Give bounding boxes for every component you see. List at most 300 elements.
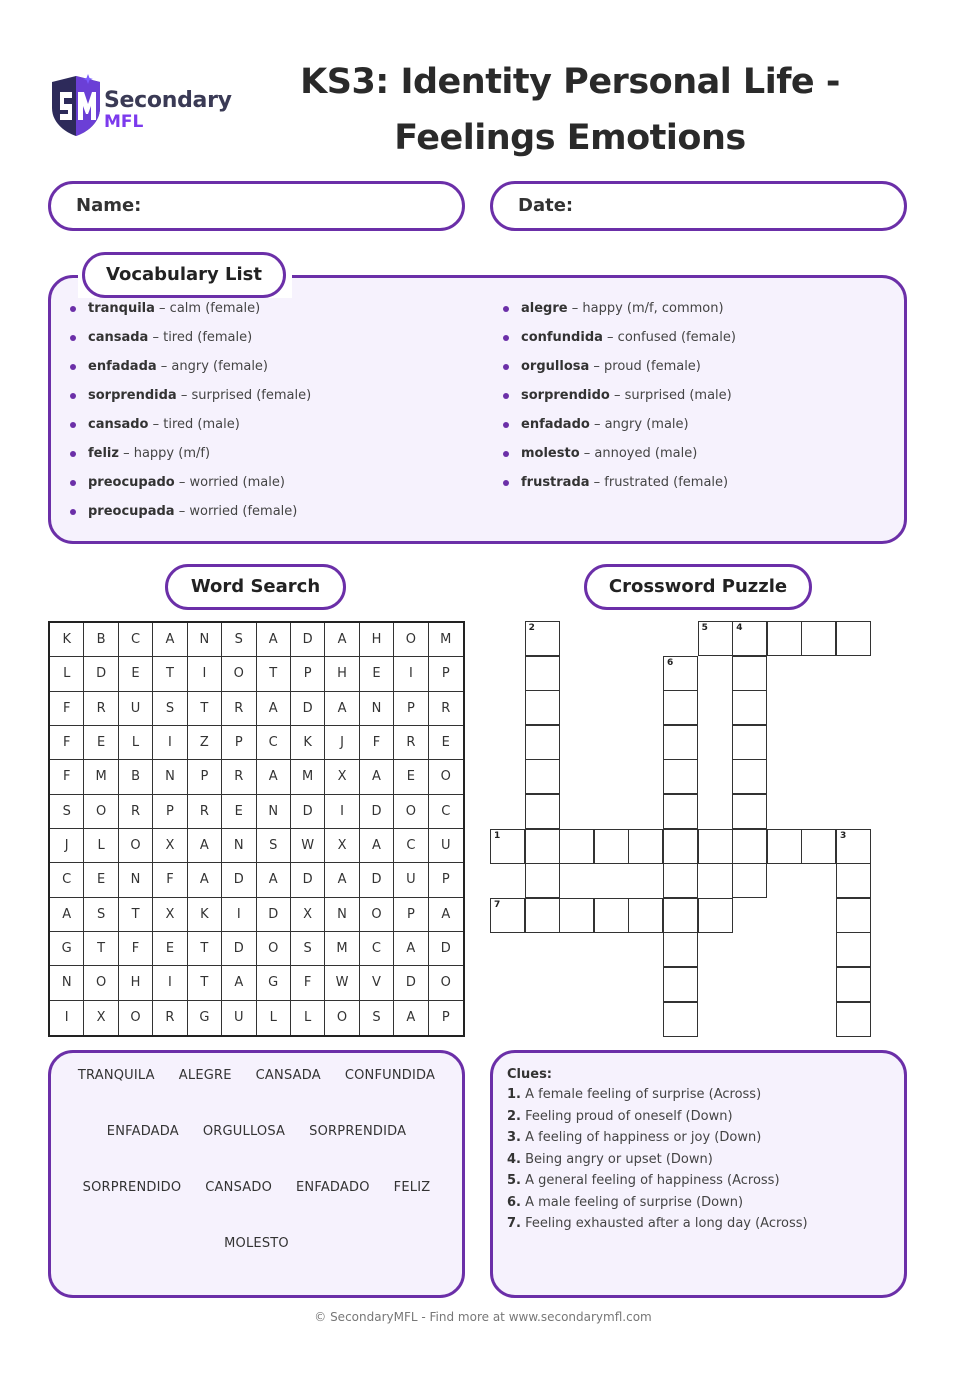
word-bank-word: SORPRENDIDA	[309, 1124, 407, 1139]
crossword-cell[interactable]	[663, 1002, 698, 1037]
word-search-cell[interactable]: N	[360, 692, 394, 726]
word-search-cell[interactable]: I	[153, 966, 187, 1000]
vocab-meaning: – tired (male)	[148, 417, 240, 432]
crossword-cell[interactable]	[698, 621, 733, 656]
vocab-item	[70, 501, 311, 530]
word-bank-word: SORPRENDIDO	[82, 1180, 182, 1195]
logo-text-secondary: Secondary	[104, 88, 232, 113]
clue-item	[507, 1216, 808, 1231]
word-search-cell[interactable]: A	[188, 863, 222, 897]
word-search-cell[interactable]: U	[394, 863, 428, 897]
crossword-cell[interactable]	[732, 656, 767, 691]
word-search-cell[interactable]: G	[50, 932, 84, 966]
word-search-cell[interactable]: E	[360, 657, 394, 691]
clue-item	[507, 1152, 713, 1167]
word-search-cell[interactable]: C	[257, 726, 291, 760]
word-search-cell[interactable]: I	[325, 795, 359, 829]
word-search-cell[interactable]: N	[325, 898, 359, 932]
vocab-word: tranquila	[88, 301, 155, 316]
crossword-cell[interactable]	[836, 1002, 871, 1037]
word-search-cell[interactable]: V	[360, 966, 394, 1000]
word-search-cell[interactable]: A	[325, 623, 359, 657]
vocab-meaning: – angry (male)	[589, 417, 689, 432]
word-search-cell[interactable]: T	[188, 966, 222, 1000]
word-search-cell[interactable]: T	[84, 932, 118, 966]
crossword-cell[interactable]	[594, 829, 629, 864]
word-search-cell[interactable]: N	[188, 623, 222, 657]
word-search-cell[interactable]: E	[394, 760, 428, 794]
clues-box	[490, 1050, 907, 1298]
word-search-cell[interactable]: N	[222, 829, 256, 863]
crossword-cell[interactable]	[628, 898, 663, 933]
word-search-cell[interactable]: O	[84, 966, 118, 1000]
crossword-cell[interactable]	[767, 621, 802, 656]
vocab-item	[70, 443, 311, 472]
crossword-cell[interactable]	[525, 656, 560, 691]
word-search-cell[interactable]: D	[291, 863, 325, 897]
shield-logo-icon	[50, 74, 102, 138]
word-search-cell[interactable]: D	[291, 623, 325, 657]
word-search-cell[interactable]: H	[119, 966, 153, 1000]
word-search-cell[interactable]: I	[50, 1001, 84, 1035]
word-search-cell[interactable]: I	[188, 657, 222, 691]
word-search-cell[interactable]: A	[153, 623, 187, 657]
crossword-cell[interactable]	[732, 863, 767, 898]
word-search-cell[interactable]: C	[119, 623, 153, 657]
vocab-meaning: – happy (m/f, common)	[567, 301, 724, 316]
crossword-cell[interactable]	[801, 621, 836, 656]
word-bank-word: MOLESTO	[224, 1236, 289, 1251]
crossword-clue-number: 2	[528, 623, 535, 633]
vocab-word: alegre	[521, 301, 568, 316]
crossword-cell[interactable]	[628, 829, 663, 864]
crossword-cell[interactable]	[732, 690, 767, 725]
word-search-cell[interactable]: L	[257, 1001, 291, 1035]
word-search-cell[interactable]: P	[153, 795, 187, 829]
vocab-meaning: – frustrated (female)	[589, 475, 729, 490]
vocab-meaning: – worried (male)	[174, 475, 285, 490]
word-search-cell[interactable]: S	[257, 829, 291, 863]
word-search-cell[interactable]: I	[394, 657, 428, 691]
vocab-item	[70, 298, 311, 327]
vocab-word: enfadado	[521, 417, 590, 432]
word-bank-word: CANSADA	[255, 1068, 321, 1083]
word-search-cell[interactable]: F	[50, 692, 84, 726]
crossword-cell[interactable]	[525, 898, 560, 933]
word-search-cell[interactable]: J	[325, 726, 359, 760]
word-search-cell[interactable]: E	[119, 657, 153, 691]
clue-number: 1.	[507, 1087, 521, 1102]
name-label: Name:	[76, 195, 142, 216]
crossword-cell[interactable]	[663, 690, 698, 725]
word-search-cell[interactable]: X	[325, 760, 359, 794]
crossword-cell[interactable]	[836, 932, 871, 967]
word-search-cell[interactable]: P	[188, 760, 222, 794]
vocab-item	[70, 472, 311, 501]
word-search-cell[interactable]: E	[153, 932, 187, 966]
crossword-cell[interactable]	[663, 794, 698, 829]
crossword-cell[interactable]	[490, 898, 525, 933]
crossword-cell[interactable]	[698, 829, 733, 864]
crossword-cell[interactable]	[663, 932, 698, 967]
crossword-cell[interactable]	[836, 898, 871, 933]
word-search-cell[interactable]: D	[291, 692, 325, 726]
vocab-meaning: – worried (female)	[174, 504, 298, 519]
word-search-cell[interactable]: S	[50, 795, 84, 829]
word-search-cell[interactable]: U	[222, 1001, 256, 1035]
word-search-cell[interactable]: A	[188, 829, 222, 863]
word-bank-word: FELIZ	[393, 1180, 431, 1195]
crossword-cell[interactable]	[732, 794, 767, 829]
vocab-list-right	[503, 298, 736, 501]
word-search-cell[interactable]: T	[119, 898, 153, 932]
vocab-word: molesto	[521, 446, 580, 461]
word-search-cell[interactable]: A	[360, 829, 394, 863]
title-line-1: KS3: Identity Personal Life -	[300, 62, 840, 102]
crossword-cell[interactable]	[663, 898, 698, 933]
crossword-cell[interactable]	[663, 725, 698, 760]
crossword-cell[interactable]	[525, 621, 560, 656]
word-search-cell[interactable]: O	[119, 1001, 153, 1035]
vocabulary-list-heading: Vocabulary List	[82, 252, 286, 298]
word-search-cell[interactable]: R	[222, 692, 256, 726]
word-search-cell[interactable]: D	[291, 795, 325, 829]
title-line-2: Feelings Emotions	[394, 118, 746, 158]
word-search-cell[interactable]: A	[394, 1001, 428, 1035]
word-search-cell[interactable]: K	[291, 726, 325, 760]
word-search-cell[interactable]: A	[257, 760, 291, 794]
vocab-list-left	[70, 298, 311, 530]
word-search-cell[interactable]: A	[50, 898, 84, 932]
word-search-cell[interactable]: H	[325, 657, 359, 691]
vocab-item	[503, 298, 736, 327]
vocab-word: orgullosa	[521, 359, 590, 374]
clue-item	[507, 1173, 780, 1188]
crossword-cell[interactable]	[525, 794, 560, 829]
clue-item	[507, 1109, 733, 1124]
word-search-cell[interactable]: G	[257, 966, 291, 1000]
clue-item	[507, 1087, 761, 1102]
name-field[interactable]	[48, 181, 465, 231]
clue-text: A feeling of happiness or joy (Down)	[520, 1130, 762, 1145]
word-search-cell[interactable]: D	[257, 898, 291, 932]
vocab-word: cansada	[88, 330, 149, 345]
word-search-cell[interactable]: E	[429, 726, 463, 760]
logo-text-mfl: MFL	[104, 112, 144, 132]
word-search-cell[interactable]: E	[222, 795, 256, 829]
word-search-cell[interactable]: O	[257, 932, 291, 966]
word-search-cell[interactable]: L	[50, 657, 84, 691]
word-search-cell[interactable]: R	[394, 726, 428, 760]
word-search-cell[interactable]: P	[429, 863, 463, 897]
word-search-cell[interactable]: R	[222, 760, 256, 794]
word-search-cell[interactable]: F	[50, 726, 84, 760]
word-search-cell[interactable]: T	[188, 692, 222, 726]
word-search-cell[interactable]: T	[257, 657, 291, 691]
word-search-cell[interactable]: D	[394, 966, 428, 1000]
word-search-cell[interactable]: P	[429, 657, 463, 691]
word-search-cell[interactable]: R	[188, 795, 222, 829]
word-bank-word: ENFADADO	[296, 1180, 370, 1195]
vocab-item	[503, 327, 736, 356]
crossword-cell[interactable]	[801, 829, 836, 864]
crossword-cell[interactable]	[559, 829, 594, 864]
crossword-cell[interactable]	[663, 829, 698, 864]
word-bank-word: CANSADO	[205, 1180, 273, 1195]
crossword-cell[interactable]	[767, 829, 802, 864]
word-search-cell[interactable]: S	[153, 692, 187, 726]
clue-number: 2.	[507, 1108, 521, 1124]
vocab-item	[70, 385, 311, 414]
crossword-cell[interactable]	[525, 829, 560, 864]
clue-number: 7.	[507, 1216, 521, 1231]
word-search-cell[interactable]: U	[429, 829, 463, 863]
word-search-cell[interactable]: A	[325, 863, 359, 897]
clue-text: Feeling proud of oneself (Down)	[520, 1108, 733, 1124]
clue-number: 4.	[507, 1151, 521, 1167]
word-search-cell[interactable]: N	[119, 863, 153, 897]
crossword-clue-number: 5	[701, 623, 708, 633]
word-search-cell[interactable]: S	[84, 898, 118, 932]
footer: © SecondaryMFL - Find more at www.secondarymfl.com	[314, 1310, 652, 1324]
vocab-item	[503, 356, 736, 385]
word-search-cell[interactable]: A	[257, 623, 291, 657]
word-search-cell[interactable]: O	[119, 829, 153, 863]
word-search-cell[interactable]: X	[291, 898, 325, 932]
clue-text: A female feeling of surprise (Across)	[520, 1087, 762, 1102]
crossword-heading: Crossword Puzzle	[584, 564, 812, 610]
word-bank-row	[51, 1236, 462, 1251]
vocab-meaning: – calm (female)	[154, 301, 261, 316]
vocab-item	[70, 356, 311, 385]
word-search-cell[interactable]: D	[84, 657, 118, 691]
word-search-cell[interactable]: L	[84, 829, 118, 863]
word-search-cell[interactable]: P	[222, 726, 256, 760]
crossword-cell[interactable]	[663, 967, 698, 1002]
clue-number: 3.	[507, 1130, 521, 1145]
vocab-meaning: – surprised (male)	[609, 388, 732, 403]
word-search-grid	[48, 621, 465, 1037]
crossword-cell[interactable]	[732, 759, 767, 794]
word-bank-row	[51, 1180, 462, 1195]
crossword-clue-number: 4	[736, 623, 743, 633]
word-search-cell[interactable]: D	[360, 795, 394, 829]
word-search-cell[interactable]: X	[84, 1001, 118, 1035]
word-search-cell[interactable]: F	[50, 760, 84, 794]
word-search-cell[interactable]: L	[119, 726, 153, 760]
word-search-cell[interactable]: C	[394, 829, 428, 863]
vocab-meaning: – confused (female)	[602, 330, 736, 345]
word-search-cell[interactable]: R	[429, 692, 463, 726]
word-search-cell[interactable]: O	[394, 623, 428, 657]
vocab-item	[503, 443, 736, 472]
word-search-cell[interactable]: T	[188, 932, 222, 966]
word-search-cell[interactable]: N	[153, 760, 187, 794]
word-search-cell[interactable]: W	[325, 966, 359, 1000]
word-search-cell[interactable]: F	[119, 932, 153, 966]
word-search-cell[interactable]: D	[360, 863, 394, 897]
crossword-cell[interactable]	[663, 863, 698, 898]
crossword-cell[interactable]	[559, 898, 594, 933]
crossword-clue-number: 3	[840, 830, 847, 841]
word-search-cell[interactable]: A	[394, 932, 428, 966]
crossword-cell[interactable]	[663, 759, 698, 794]
word-search-cell[interactable]: F	[153, 863, 187, 897]
crossword-cell[interactable]	[663, 656, 698, 691]
date-label: Date:	[518, 195, 574, 216]
word-search-cell[interactable]: R	[119, 795, 153, 829]
word-search-cell[interactable]: D	[222, 863, 256, 897]
crossword-cell[interactable]	[490, 829, 525, 864]
word-search-cell[interactable]: C	[50, 863, 84, 897]
word-bank-row	[51, 1124, 462, 1139]
crossword-cell[interactable]	[698, 898, 733, 933]
word-search-cell[interactable]: M	[291, 760, 325, 794]
vocab-word: sorprendida	[88, 388, 177, 403]
word-search-cell[interactable]: S	[360, 1001, 394, 1035]
word-search-cell[interactable]: R	[153, 1001, 187, 1035]
vocab-item	[70, 327, 311, 356]
word-search-cell[interactable]: E	[84, 726, 118, 760]
crossword-cell[interactable]	[836, 863, 871, 898]
vocab-meaning: – tired (female)	[148, 330, 253, 345]
word-search-heading: Word Search	[165, 564, 346, 610]
vocab-word: preocupada	[88, 504, 175, 519]
word-search-cell[interactable]: A	[325, 692, 359, 726]
word-search-cell[interactable]: O	[84, 795, 118, 829]
clue-text: A general feeling of happiness (Across)	[520, 1173, 780, 1188]
word-search-cell[interactable]: O	[222, 657, 256, 691]
vocab-word: confundida	[521, 330, 603, 345]
word-search-cell[interactable]: C	[429, 795, 463, 829]
word-search-cell[interactable]: N	[50, 966, 84, 1000]
word-search-cell[interactable]: R	[84, 692, 118, 726]
word-search-cell[interactable]: T	[153, 657, 187, 691]
word-search-cell[interactable]: F	[360, 726, 394, 760]
clue-item	[507, 1130, 761, 1145]
crossword-cell[interactable]	[836, 967, 871, 1002]
word-search-cell[interactable]: E	[84, 863, 118, 897]
word-search-cell[interactable]: N	[257, 795, 291, 829]
word-search-cell[interactable]: X	[325, 829, 359, 863]
word-search-cell[interactable]: P	[291, 657, 325, 691]
crossword-cell[interactable]	[836, 621, 871, 656]
clue-text: Feeling exhausted after a long day (Across)	[520, 1216, 808, 1231]
word-search-cell[interactable]: K	[50, 623, 84, 657]
word-search-cell[interactable]: K	[188, 898, 222, 932]
clue-text: Being angry or upset (Down)	[520, 1151, 713, 1167]
word-search-cell[interactable]: I	[153, 726, 187, 760]
crossword-cell[interactable]	[594, 898, 629, 933]
word-search-cell[interactable]: H	[360, 623, 394, 657]
word-search-cell[interactable]: L	[291, 1001, 325, 1035]
word-search-cell[interactable]: A	[360, 760, 394, 794]
word-search-cell[interactable]: Z	[188, 726, 222, 760]
clue-item	[507, 1195, 743, 1210]
vocab-meaning: – proud (female)	[589, 359, 701, 374]
word-search-cell[interactable]: O	[394, 795, 428, 829]
vocab-item	[503, 472, 736, 501]
word-bank-word: ALEGRE	[178, 1068, 232, 1083]
crossword-cell[interactable]	[525, 690, 560, 725]
crossword-cell[interactable]	[525, 725, 560, 760]
vocab-word: sorprendido	[521, 388, 610, 403]
word-search-cell[interactable]: B	[119, 760, 153, 794]
clue-text: A male feeling of surprise (Down)	[520, 1194, 744, 1210]
word-bank-word: CONFUNDIDA	[344, 1068, 436, 1083]
vocab-meaning: – angry (female)	[156, 359, 269, 374]
crossword-cell[interactable]	[836, 829, 871, 864]
vocab-word: preocupado	[88, 475, 175, 490]
word-search-cell[interactable]: B	[84, 623, 118, 657]
word-search-cell[interactable]: A	[429, 898, 463, 932]
word-search-cell[interactable]: M	[325, 932, 359, 966]
word-bank-word: ORGULLOSA	[202, 1124, 286, 1139]
crossword-cell[interactable]	[525, 863, 560, 898]
crossword-cell[interactable]	[525, 759, 560, 794]
vocab-meaning: – happy (m/f)	[118, 446, 211, 461]
word-search-cell[interactable]: P	[394, 898, 428, 932]
word-search-cell[interactable]: F	[291, 966, 325, 1000]
vocab-meaning: – annoyed (male)	[579, 446, 698, 461]
word-search-cell[interactable]: U	[119, 692, 153, 726]
word-search-cell[interactable]: P	[394, 692, 428, 726]
word-bank-box	[48, 1050, 465, 1298]
page-title	[280, 54, 860, 166]
clue-number: 6.	[507, 1194, 521, 1210]
word-search-cell[interactable]: A	[257, 692, 291, 726]
word-search-cell[interactable]: D	[429, 932, 463, 966]
secondary-mfl-logo	[50, 74, 240, 138]
word-search-cell[interactable]: X	[153, 898, 187, 932]
date-field[interactable]	[490, 181, 907, 231]
vocab-word: feliz	[88, 446, 119, 461]
crossword-cell[interactable]	[732, 621, 767, 656]
word-search-cell[interactable]: O	[325, 1001, 359, 1035]
clues-title: Clues:	[507, 1067, 553, 1082]
word-search-cell[interactable]: D	[222, 932, 256, 966]
word-bank-word: TRANQUILA	[77, 1068, 155, 1083]
word-search-cell[interactable]: P	[441, 1010, 450, 1026]
vocab-item	[503, 414, 736, 443]
word-search-cell[interactable]: O	[429, 760, 463, 794]
vocab-item	[70, 414, 311, 443]
crossword-cell[interactable]	[732, 829, 767, 864]
word-search-cell[interactable]: A	[257, 863, 291, 897]
word-search-cell[interactable]: I	[222, 898, 256, 932]
word-search-cell[interactable]: X	[153, 829, 187, 863]
word-search-cell[interactable]: C	[360, 932, 394, 966]
vocab-meaning: – surprised (female)	[176, 388, 312, 403]
word-search-cell[interactable]: W	[291, 829, 325, 863]
word-search-cell[interactable]: O	[360, 898, 394, 932]
crossword-cell[interactable]	[732, 725, 767, 760]
word-search-cell[interactable]: O	[429, 966, 463, 1000]
clue-number: 5.	[507, 1173, 521, 1188]
word-search-cell[interactable]: M	[429, 623, 463, 657]
crossword-clue-number: 7	[494, 899, 501, 910]
word-search-cell[interactable]: A	[222, 966, 256, 1000]
vocab-word: enfadada	[88, 359, 157, 374]
word-search-cell[interactable]: S	[222, 623, 256, 657]
vocab-word: frustrada	[521, 475, 590, 490]
word-search-cell[interactable]: J	[50, 829, 84, 863]
crossword-clue-number: 1	[494, 830, 501, 841]
word-search-cell[interactable]: S	[291, 932, 325, 966]
word-bank-row	[51, 1068, 462, 1083]
word-search-cell[interactable]: M	[84, 760, 118, 794]
word-search-cell[interactable]: G	[188, 1001, 222, 1035]
